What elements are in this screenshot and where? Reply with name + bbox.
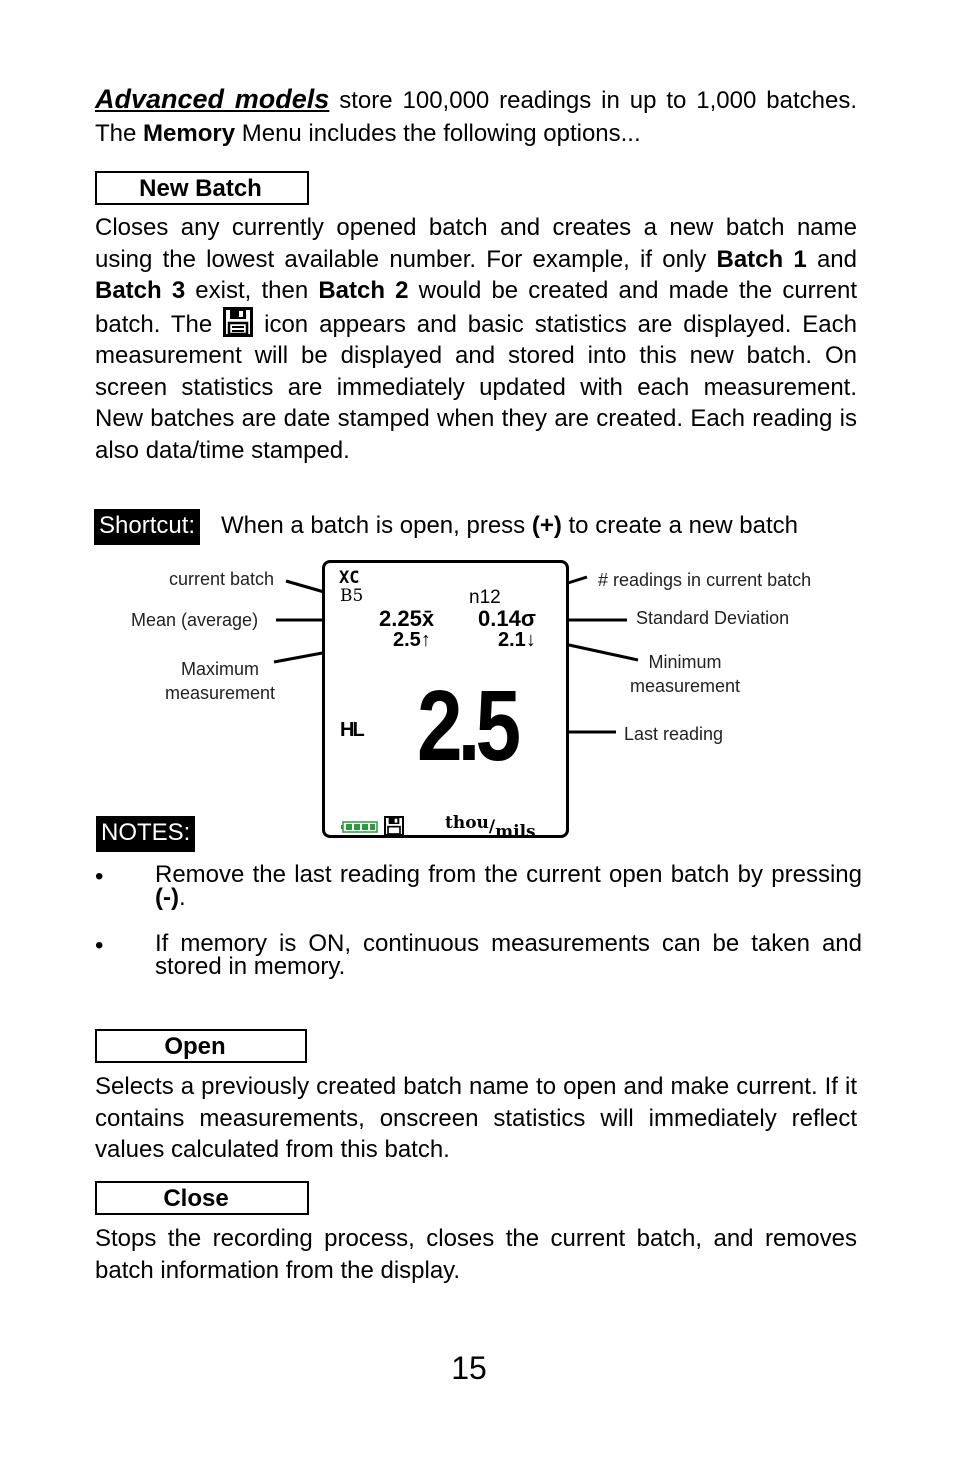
note-bullet-1: • [95, 863, 104, 890]
close-heading: Close [163, 1185, 229, 1212]
intro-lead: Advanced models [95, 84, 330, 114]
callout-last-reading: Last reading [624, 724, 724, 744]
open-heading-box [95, 1029, 307, 1063]
shortcut-text-2: to create a new batch [561, 512, 798, 539]
new-batch-heading: New Batch [139, 175, 262, 202]
lcd-units [445, 814, 536, 841]
lcd-reading: 2.5 [417, 670, 517, 782]
callout-minimum-line-2: measurement [629, 676, 741, 696]
lcd-min [498, 629, 536, 651]
close-heading-box [95, 1181, 309, 1215]
lcd-units-slash: / [488, 817, 496, 837]
intro-text-2: Menu includes the following options... [235, 120, 641, 147]
note-text-2: If memory is ON, continuous measurements can be taken and stored in memory. [155, 930, 862, 980]
batch-1-label: Batch 1 [716, 245, 807, 273]
intro-memory: Memory [143, 120, 236, 147]
lcd-std-symbol: σ [520, 606, 536, 631]
note-item-2 [95, 932, 862, 982]
callout-minimum-line-1: Minimum [648, 652, 722, 672]
lcd-units-thou: thou [445, 813, 489, 833]
note-1-end: . [178, 884, 186, 911]
note-text-1 [155, 863, 862, 909]
intro-text-1: store 100,000 readings in up to 1,000 batches. The [95, 87, 857, 147]
lcd-count: n12 [469, 587, 501, 608]
new-batch-text-4: would be created and made the current batch. The [95, 277, 858, 338]
batch-2-label: Batch 2 [318, 277, 409, 304]
lcd-units-mils: mils [495, 822, 536, 842]
note-item-1 [95, 863, 862, 913]
lcd-min-value: 2.1 [498, 629, 526, 651]
lcd-mode: XC [339, 568, 360, 588]
shortcut-text-1: When a batch is open, press [221, 512, 532, 539]
callout-readings: # readings in current batch [598, 570, 812, 590]
open-paragraph: Selects a previously created batch name to open and make current. If it contains measurements, onscreen statistics will immediately reflect values calculated from this batch. [95, 1073, 857, 1163]
batch-3-label: Batch 3 [95, 277, 186, 304]
callout-maximum-line-2: measurement [164, 683, 276, 703]
new-batch-text-3: exist, then [185, 277, 319, 304]
page-number: 15 [451, 1350, 487, 1386]
new-batch-text-5: icon appears and basic statistics are displayed. Each measurement will be displayed and stored into this new batch. On screen statistics are immediately updated with each measurement. New batches are date stamped when they are created. Each reading is also data/time stamped. [95, 310, 857, 464]
lcd-std-value: 0.14 [478, 606, 521, 631]
note-1-key: (-) [155, 884, 179, 911]
new-batch-text-2: and [806, 245, 858, 273]
battery-icon [341, 821, 379, 833]
lcd-probe: HL [340, 719, 363, 741]
lcd-mean [379, 607, 434, 631]
lcd-display [322, 560, 569, 842]
lcd-max-value: 2.5 [393, 629, 421, 651]
floppy-disk-icon [384, 816, 404, 836]
callout-mean: Mean (average) [131, 610, 259, 630]
note-1-text: Remove the last reading from the current open batch by pressing [155, 861, 862, 888]
lcd-std [478, 607, 536, 631]
lcd-max-symbol: ↑ [420, 629, 431, 651]
new-batch-text-1: Closes any currently opened batch and creates a new batch name using the lowest available number. For example, if only [95, 214, 857, 273]
lcd-batch: B5 [340, 586, 364, 606]
lcd-min-symbol: ↓ [525, 629, 536, 651]
shortcut-key: (+) [531, 512, 562, 539]
close-paragraph: Stops the recording process, closes the current batch, and removes batch information from the display. [95, 1225, 857, 1284]
callout-stddev: Standard Deviation [636, 608, 790, 628]
lcd-max [393, 629, 431, 651]
notes-label: NOTES: [96, 816, 195, 852]
note-bullet-2: • [95, 932, 104, 959]
shortcut-label: Shortcut: [94, 509, 200, 545]
lcd-mean-symbol: x̄ [421, 606, 435, 631]
callout-maximum-line-1: Maximum [180, 659, 259, 679]
open-heading: Open [164, 1033, 226, 1060]
lcd-mean-value: 2.25 [379, 606, 422, 631]
callout-current-batch: current batch [169, 569, 275, 589]
